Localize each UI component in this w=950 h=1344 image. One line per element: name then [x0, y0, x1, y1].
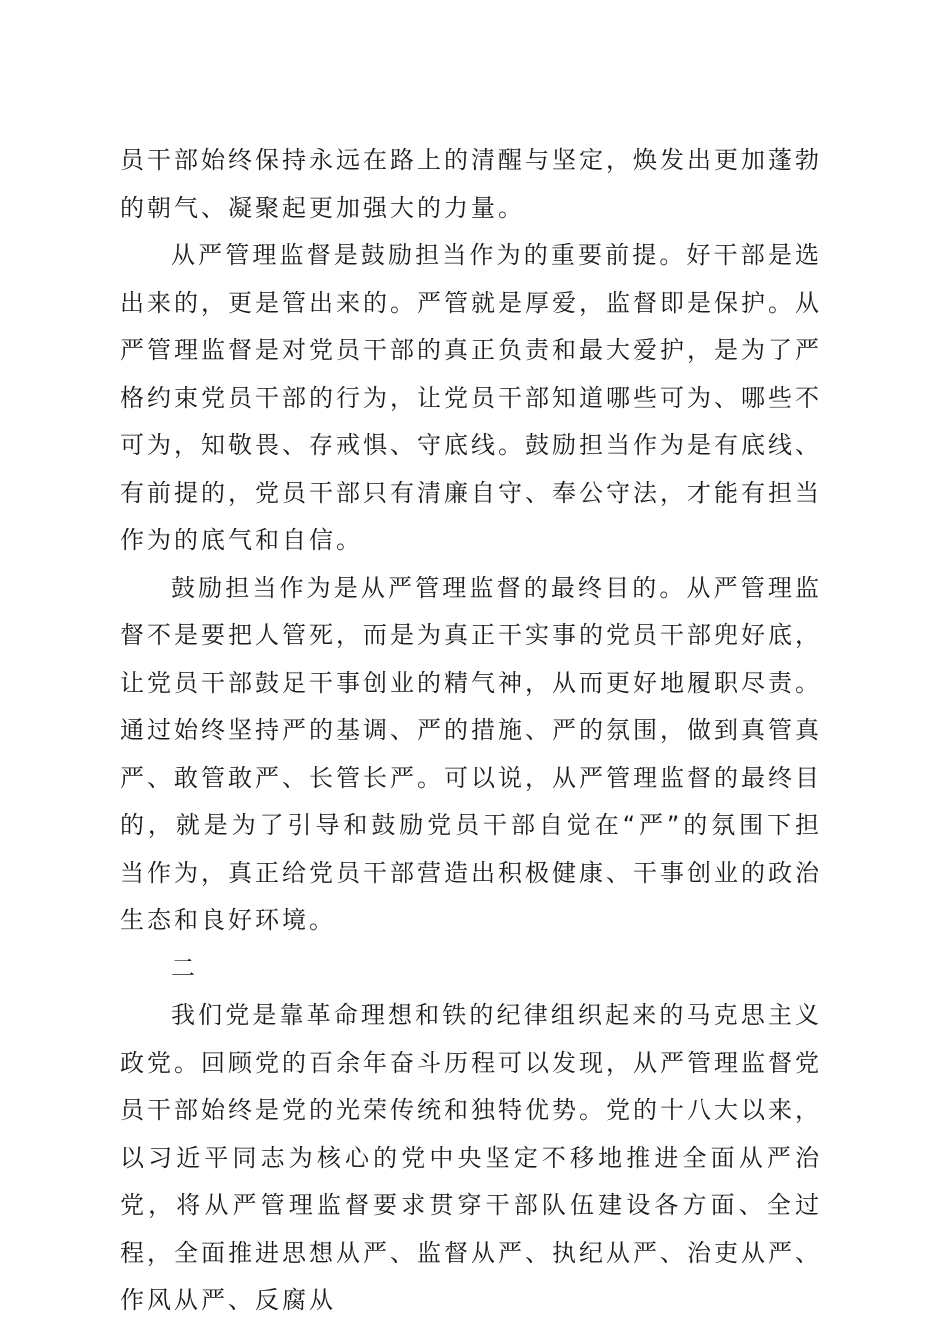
paragraph-continuation: 员干部始终保持永远在路上的清醒与坚定，焕发出更加蓬勃的朝气、凝聚起更加强大的力量。: [120, 146, 822, 222]
section-heading-two: 二: [171, 953, 198, 982]
paragraph-encourage-responsibility: 鼓励担当作为是从严管理监督的最终目的。从严管理监督不是要把人管死，而是为真正干实事的党员干部兜好底，让党员干部鼓足干事创业的精气神，从而更好地履职尽责。通过始终坚持严的基调、严的措施、严的氛围，做到真管真严、敢管敢严、长管长严。可以说，从严管理监督的最终目的，就是为了引导和鼓励党员干部自觉在“严”的氛围下担当作为，真正给党员干部营造出积极健康、干事创业的政治生态和良好环境。: [120, 573, 822, 934]
paragraph-strict-management: 从严管理监督是鼓励担当作为的重要前提。好干部是选出来的，更是管出来的。严管就是厚爱，监督即是保护。从严管理监督是对党员干部的真正负责和最大爱护，是为了严格约束党员干部的行为，让党员干部知道哪些可为、哪些不可为，知敬畏、存戒惧、守底线。鼓励担当作为是有底线、有前提的，党员干部只有清廉自守、奉公守法，才能有担当作为的底气和自信。: [120, 241, 822, 554]
document-page: [120, 137, 822, 1325]
paragraph-party-discipline: 我们党是靠革命理想和铁的纪律组织起来的马克思主义政党。回顾党的百余年奋斗历程可以发现，从严管理监督党员干部始终是党的光荣传统和独特优势。党的十八大以来，以习近平同志为核心的党中央坚定不移地推进全面从严治党，将从严管理监督要求贯穿干部队伍建设各方面、全过程，全面推进思想从严、监督从严、执纪从严、治吏从严、作风从严、反腐从: [120, 1001, 822, 1314]
